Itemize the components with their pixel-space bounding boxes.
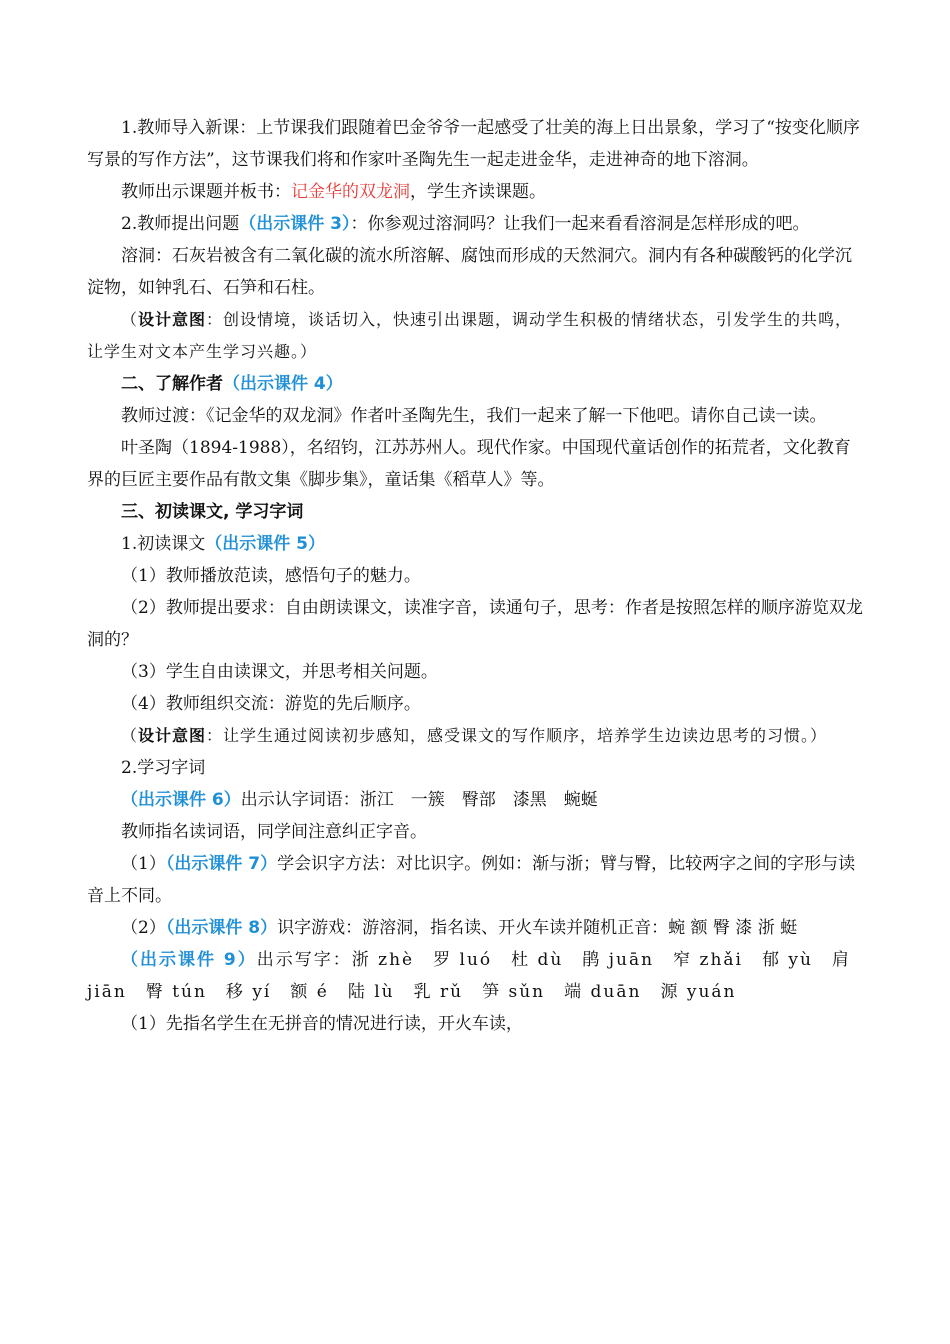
section-heading-author: 二、了解作者（出示课件 4）	[121, 374, 343, 394]
writing-characters-paragraph: （出示课件 9）出示写字：浙 zhè 罗 luó 杜 dù 鹃 juān 窄 zhǎi 郁 yù 肩 jiān 臀 tún 移 yí 额 é 陆 lù 乳 rǔ 笋 sǔn 端 duān 源 yuán	[87, 950, 851, 1002]
character-game-paragraph: （2）（出示课件 8）识字游戏：游溶洞，指名读、开火车读并随机正音：蜿 额 臀 漆 浙 蜓	[121, 918, 798, 938]
first-reading-paragraph: 1.初读课文（出示课件 5）	[121, 534, 325, 554]
compare-characters-paragraph: （1）（出示课件 7）学会识字方法：对比识字。例如：渐与浙；臂与臀，比较两字之间的字形与读音上不同。	[87, 854, 856, 906]
lesson-title: 记金华的双龙洞	[291, 182, 410, 202]
question-text: ：你参观过溶洞吗？让我们一起来看看溶洞是怎样形成的吧。	[350, 214, 810, 234]
courseware-tag-5: （出示课件 5）	[205, 534, 325, 554]
board-title-paragraph	[87, 176, 863, 208]
design-intent-note-2: （设计意图：让学生通过阅读初步感知，感受课文的写作顺序，培养学生边读边思考的习惯。）	[121, 726, 828, 745]
step-1: （1）教师播放范读，感悟句子的魅力。	[121, 566, 421, 586]
design-intent-label: 设计意图	[138, 310, 207, 329]
step-3: （3）学生自由读课文，并思考相关问题。	[121, 662, 438, 682]
courseware-tag-9: （出示课件 9）	[121, 950, 257, 970]
courseware-tag-6: （出示课件 6）	[121, 790, 241, 810]
section-heading-reading: 三、初读课文, 学习字词	[121, 502, 304, 522]
design-intent-label: 设计意图	[138, 726, 207, 745]
transition-paragraph: 教师过渡：《记金华的双龙洞》作者叶圣陶先生，我们一起来了解一下他吧。请你自己读一读。	[121, 406, 827, 426]
step-4: （4）教师组织交流：游览的先后顺序。	[121, 694, 421, 714]
document-page	[87, 112, 863, 1040]
question-prefix: 2.教师提出问题	[121, 214, 240, 234]
courseware-tag-4: （出示课件 4）	[223, 374, 343, 394]
cave-definition-paragraph: 溶洞：石灰岩被含有二氧化碳的流水所溶解、腐蚀而形成的天然洞穴。洞内有各种碳酸钙的化学沉淀物，如钟乳石、石笋和石柱。	[87, 246, 852, 298]
vocab-heading-paragraph: 2.学习字词	[121, 758, 206, 778]
board-title-suffix: ，学生齐读课题。	[410, 182, 546, 202]
author-bio-paragraph: 叶圣陶（1894-1988），名绍钧，江苏苏州人。现代作家。中国现代童话创作的拓荒者，文化教育界的巨匠主要作品有散文集《脚步集》，童话集《稻草人》等。	[87, 438, 851, 490]
courseware-tag-7: （出示课件 7）	[165, 854, 278, 874]
courseware-tag-3: （出示课件 3）	[239, 214, 351, 234]
design-intent-note-1: （设计意图：创设情境，谈话切入，快速引出课题，调动学生积极的情绪状态，引发学生的共鸣，让学生对文本产生学习兴趣。）	[87, 310, 853, 361]
correct-pronunciation-paragraph: 教师指名读词语，同学间注意纠正字音。	[121, 822, 427, 842]
question-paragraph	[87, 208, 863, 240]
read-without-pinyin-paragraph: （1）先指名学生在无拼音的情况进行读，开火车读，	[121, 1014, 523, 1034]
step-2: （2）教师提出要求：自由朗读课文，读准字音，读通句子，思考：作者是按照怎样的顺序游览双龙洞的？	[87, 598, 863, 650]
courseware-tag-8: （出示课件 8）	[165, 918, 278, 938]
intro-paragraph: 1.教师导入新课：上节课我们跟随着巴金爷爷一起感受了壮美的海上日出景象，学习了“按变化顺序写景的写作方法”，这节课我们将和作家叶圣陶先生一起走进金华，走进神奇的地下溶洞。	[87, 118, 860, 170]
board-title-prefix: 教师出示课题并板书：	[121, 182, 291, 202]
recognize-words-paragraph: （出示课件 6）出示认字词语：浙江 一簇 臀部 漆黑 蜿蜒	[121, 790, 598, 810]
